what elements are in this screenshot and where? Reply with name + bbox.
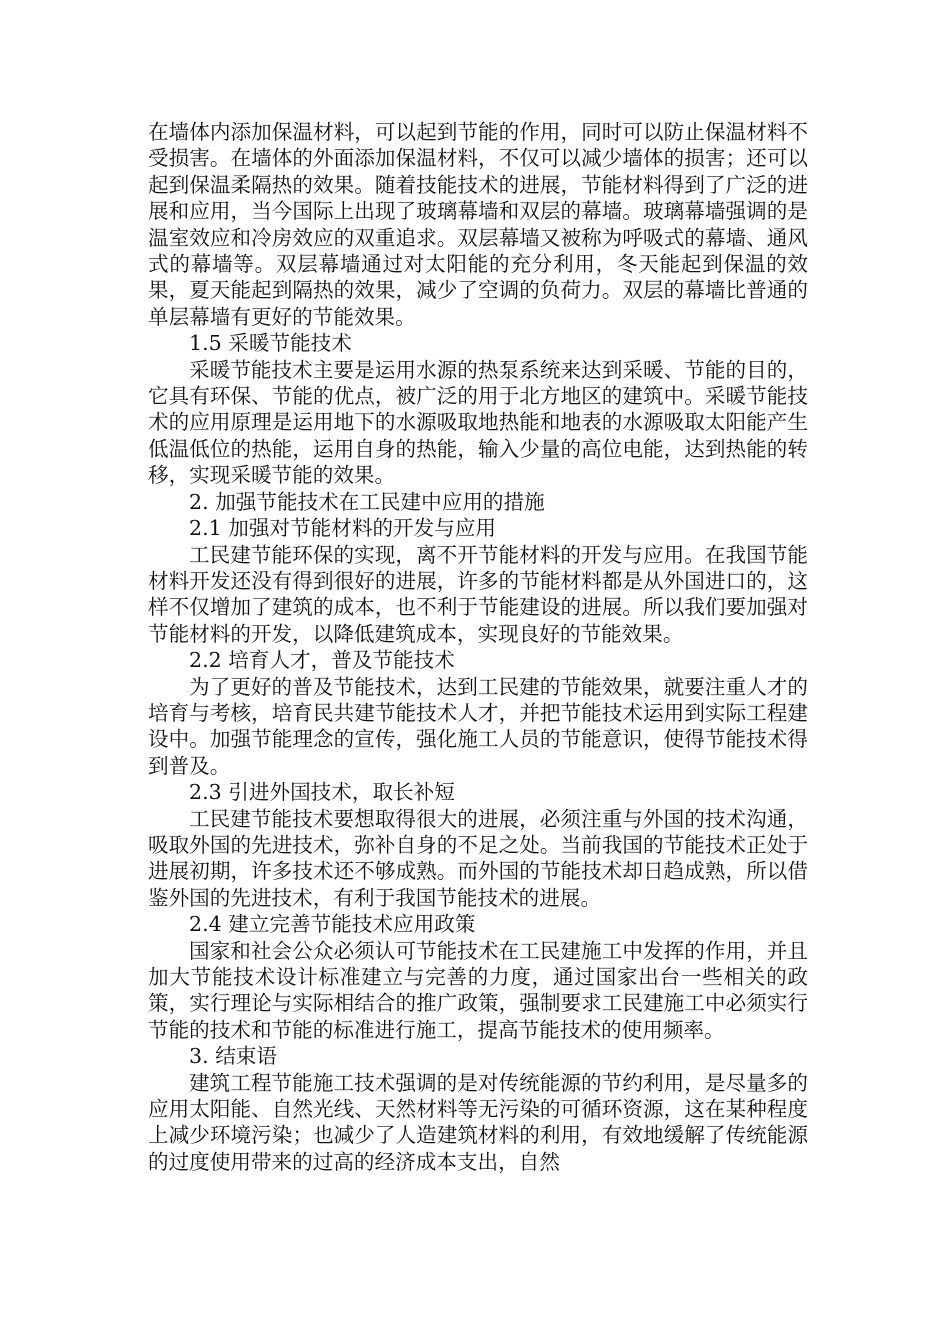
section-heading-2-4: 2.4 建立完善节能技术应用政策 — [189, 912, 476, 937]
body-paragraph: 工民建节能技术要想取得很大的进展，必须注重与外国的技术沟通，吸取外国的先进技术，弥补自身的不足之处。当前我国的节能技术正处于进展初期，许多技术还不够成熟。而外国的节能技术却日趋成熟，所以借鉴外国的先进技术，有利于我国节能技术的进展。 — [148, 806, 808, 910]
body-paragraph: 建筑工程节能施工技术强调的是对传统能源的节约利用，是尽量多的应用太阳能、自然光线、天然材料等无污染的可循环资源，这在某种程度上减少环境污染；也减少了人造建筑材料的利用，有效地缓解了传统能源的过度使用带来的过高的经济成本支出，自然 — [148, 1070, 808, 1174]
body-paragraph: 国家和社会公众必须认可节能技术在工民建施工中发挥的作用，并且加大节能技术设计标准建立与完善的力度，通过国家出台一些相关的政策，实行理论与实际相结合的推广政策，强制要求工民建施工中必须实行节能的技术和节能的标准进行施工，提高节能技术的使用频率。 — [148, 938, 808, 1042]
body-paragraph: 采暖节能技术主要是运用水源的热泵系统来达到采暖、节能的目的，它具有环保、节能的优点，被广泛的用于北方地区的建筑中。采暖节能技术的应用原理是运用地下的水源吸取地热能和地表的水源吸取太阳能产生低温低位的热能，运用自身的热能，输入少量的高位电能，达到热能的转移，实现采暖节能的效果。 — [148, 357, 808, 488]
section-heading-2-3: 2.3 引进外国技术，取长补短 — [189, 780, 455, 805]
section-heading-2-1: 2.1 加强对节能材料的开发与应用 — [189, 516, 497, 541]
body-paragraph: 为了更好的普及节能技术，达到工民建的节能效果，就要注重人才的培育与考核，培育民共建节能技术人才，并把节能技术运用到实际工程建设中。加强节能理念的宣传，强化施工人员的节能意识，使得节能技术得到普及。 — [148, 674, 808, 778]
body-paragraph: 在墙体内添加保温材料，可以起到节能的作用，同时可以防止保温材料不受损害。在墙体的外面添加保温材料，不仅可以减少墙体的损害；还可以起到保温柔隔热的效果。随着技能技术的进展，节能材料得到了广泛的进展和应用，当今国际上出现了玻璃幕墙和双层的幕墙。玻璃幕墙强调的是温室效应和冷房效应的双重追求。双层幕墙又被称为呼吸式的幕墙、通风式的幕墙等。双层幕墙通过对太阳能的充分利用，冬天能起到保温的效果，夏天能起到隔热的效果，减少了空调的负荷力。双层的幕墙比普通的单层幕墙有更好的节能效果。 — [148, 120, 808, 329]
section-heading-1-5: 1.5 采暖节能技术 — [189, 331, 352, 356]
body-paragraph: 工民建节能环保的实现，离不开节能材料的开发与应用。在我国节能材料开发还没有得到很好的进展，许多的节能材料都是从外国进口的，这样不仅增加了建筑的成本，也不利于节能建设的进展。所以我们要加强对节能材料的开发，以降低建筑成本，实现良好的节能效果。 — [148, 542, 808, 646]
section-heading-2: 2. 加强节能技术在工民建中应用的措施 — [189, 489, 545, 514]
section-heading-2-2: 2.2 培育人才，普及节能技术 — [189, 648, 455, 673]
document-body — [148, 119, 808, 1175]
section-heading-3: 3. 结束语 — [189, 1044, 277, 1069]
